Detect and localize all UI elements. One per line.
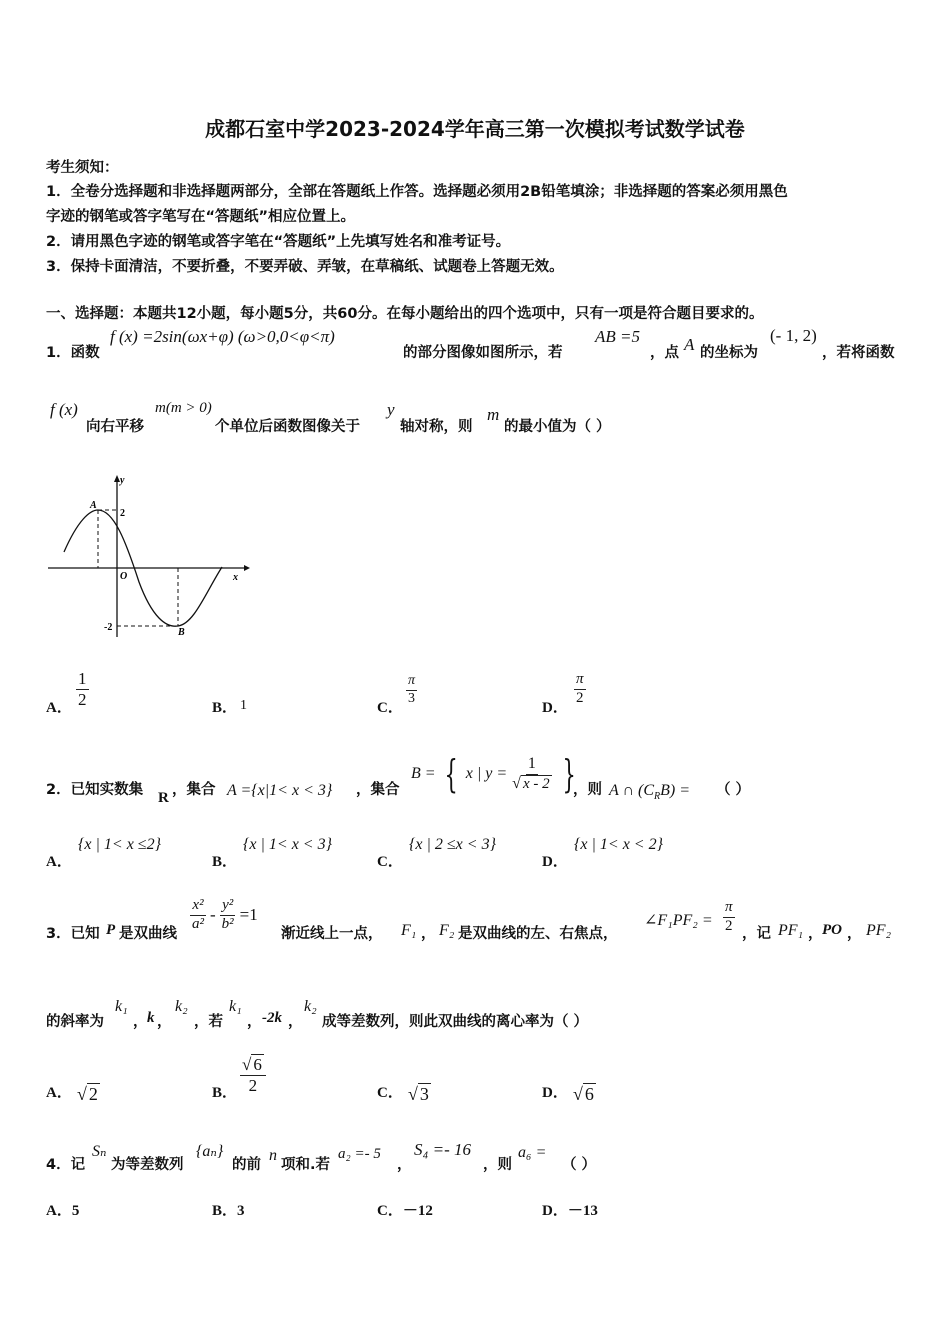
q4-text-5: ， <box>397 1157 412 1173</box>
q3-option-b-value: $\frac{√ 6}{2}$ <box>240 1056 266 1095</box>
label-neg2: -2 <box>104 622 113 633</box>
q4-s4: S₄ =- 16 <box>414 1140 472 1159</box>
page-title: 成都石室中学2023-2024学年高三第一次模拟考试数学试卷 <box>205 117 745 141</box>
q3-text-9: ，若 <box>194 1014 223 1030</box>
q4-text-2: 为等差数列 <box>111 1157 184 1173</box>
notice-item-2: 2．请用黑色字迹的钢笔或答字笔在“答题纸”上先填写姓名和准考证号。 <box>46 234 511 250</box>
q1-text-2: 的部分图像如图所示，若 <box>403 345 563 361</box>
q2-text-1: 2．已知实数集 <box>46 782 144 798</box>
q3-text-1: 3．已知 <box>46 926 100 942</box>
q3-text-11: ， <box>288 1014 303 1030</box>
q3-hyperbola-equation: $\frac{\text{x²}}{\text{a²}}$ - $\frac{\text{y²}}{\text{b²}}$ =1 <box>192 897 258 932</box>
q4-text-3: 的前 <box>232 1157 261 1173</box>
q4-text-4: 项和.若 <box>281 1157 331 1173</box>
q3-text-4: 是双曲线的左、右焦点， <box>458 926 618 942</box>
q2-option-b-label: B． <box>212 854 238 870</box>
q3-comma-1: ， <box>808 926 823 942</box>
q3-slope-k2: k₂ <box>175 998 188 1015</box>
q1-text-6: 向右平移 <box>86 419 144 435</box>
q3-option-a-value: √ 2 <box>77 1084 98 1104</box>
notice-item-1-cont: 字迹的钢笔或答字笔写在“答题纸”相应位置上。 <box>46 209 356 225</box>
q1-option-a-value: $\frac{1}{2}$ <box>78 669 87 709</box>
x-axis-arrow <box>244 565 250 571</box>
q2-option-a-label: A． <box>46 854 72 870</box>
q3-text-7: ， <box>133 1014 148 1030</box>
q4-a6: a₆ = <box>518 1144 547 1161</box>
q2-real-set: R <box>158 790 169 806</box>
q1-formula-m2: m <box>487 405 500 424</box>
q4-option-b: B．3 <box>212 1203 245 1219</box>
q3-line-pf1: PF₁ <box>778 922 804 939</box>
q3-separator: ， <box>421 926 436 942</box>
q4-a2: a₂ =- 5 <box>338 1146 381 1162</box>
q1-text-8: 轴对称，则 <box>400 419 473 435</box>
label-b: B <box>178 627 185 638</box>
notice-heading: 考生须知： <box>46 160 119 176</box>
q3-focus-f2: F₂ <box>439 922 455 939</box>
q3-comma-2: ， <box>847 926 862 942</box>
q3-angle-value: $\frac{\pi}{2}$ <box>725 899 733 934</box>
q3-line-po: PO <box>822 922 842 938</box>
q3-option-c-value: √ 3 <box>408 1084 429 1104</box>
q1-formula-ab: AB =5 <box>595 327 640 346</box>
q2-text-2: ，集合 <box>172 782 216 798</box>
q4-n: n <box>269 1147 277 1164</box>
q2-text-4: ，则 <box>573 782 602 798</box>
q4-option-a: A．5 <box>46 1203 80 1219</box>
q2-text-3: ，集合 <box>356 782 400 798</box>
q4-option-d: D．－13 <box>542 1203 598 1219</box>
q1-option-c-value: $\frac{\pi}{3}$ <box>408 673 416 706</box>
q3-angle: ∠F₁PF₂ = <box>644 912 713 929</box>
q3-option-d-label: D． <box>542 1085 568 1101</box>
q3-slope-k1: k₁ <box>115 998 128 1015</box>
q2-formula-b: B = { x | y = $\frac{1}{√ x - 2}$ } <box>411 752 576 796</box>
q3-text-3: 渐近线上一点， <box>281 926 383 942</box>
q3-option-a-label: A． <box>46 1085 72 1101</box>
q2-option-d-value: {x | 1< x < 2} <box>574 836 663 853</box>
q2-option-c-label: C． <box>377 854 403 870</box>
q2-text-5: （ ） <box>716 782 751 798</box>
label-2: 2 <box>120 508 125 519</box>
q1-formula-fx: f (x) <box>50 400 78 419</box>
q3-option-d-value: √ 6 <box>573 1084 594 1104</box>
q1-option-b-value: 1 <box>240 698 247 713</box>
q1-option-a-label: A． <box>46 700 72 716</box>
q3-text-8: ， <box>157 1014 172 1030</box>
q3-line-pf2: PF₂ <box>866 922 892 939</box>
label-y: y <box>120 475 125 486</box>
q4-text-1: 4．记 <box>46 1157 86 1173</box>
q3-text-10: ， <box>247 1014 262 1030</box>
q1-text-3: ，点 <box>650 345 679 361</box>
q2-option-c-value: {x | 2 ≤x < 3} <box>409 836 496 853</box>
q1-text-5: ，若将函数 <box>822 345 895 361</box>
q1-formula-f: f (x) =2sin(ωx+φ) (ω>0,0<φ<π) <box>110 327 335 346</box>
q4-option-c: C．－12 <box>377 1203 433 1219</box>
q4-text-7: （ ） <box>562 1157 597 1173</box>
q1-formula-coord: (- 1, 2) <box>770 326 817 345</box>
q3-neg-2k: -2k <box>262 1010 282 1026</box>
notice-item-1: 1．全卷分选择题和非选择题两部分，全部在答题纸上作答。选择题必须用2B铅笔填涂；非选择题的答案必须用黑色 <box>46 184 788 200</box>
q3-text-5: ，记 <box>742 926 771 942</box>
label-x: x <box>233 572 238 583</box>
q1-formula-a: A <box>684 335 695 354</box>
q3-focus-f1: F₁ <box>401 922 417 939</box>
q1-option-b-label: B． <box>212 700 238 716</box>
label-o: O <box>120 571 128 582</box>
q3-slope-k: k <box>147 1010 155 1026</box>
q2-option-d-label: D． <box>542 854 568 870</box>
q2-option-b-value: {x | 1< x < 3} <box>243 836 332 853</box>
q1-option-d-label: D． <box>542 700 568 716</box>
q3-point-p: P <box>106 922 116 938</box>
q2-formula-a: A ={x|1< x < 3} <box>227 782 333 799</box>
q3-text-2: 是双曲线 <box>119 926 177 942</box>
q3-option-c-label: C． <box>377 1085 403 1101</box>
q1-sine-graph <box>44 472 254 642</box>
q3-option-b-label: B． <box>212 1085 238 1101</box>
q1-option-c-label: C． <box>377 700 403 716</box>
label-a: A <box>90 500 97 511</box>
q1-option-d-value: $\frac{\pi}{2}$ <box>576 671 584 706</box>
q1-text-7: 个单位后函数图像关于 <box>215 419 360 435</box>
q2-option-a-value: {x | 1< x ≤2} <box>78 836 161 853</box>
section-heading: 一、选择题：本题共12小题，每小题5分，共60分。在每小题给出的四个选项中，只有一项是符合题目要求的。 <box>46 306 764 322</box>
q3-text-6: 的斜率为 <box>46 1014 104 1030</box>
q3-slope-k2-again: k₂ <box>304 998 317 1015</box>
q1-text-4: 的坐标为 <box>700 345 758 361</box>
q1-formula-m: m(m > 0) <box>155 400 212 416</box>
q1-text-9: 的最小值为（ ） <box>504 419 611 435</box>
q1-text-1: 1．函数 <box>46 345 100 361</box>
q2-formula-complement: A ∩ $(C_RB)$ = <box>609 782 691 803</box>
q4-sequence-an: {aₙ} <box>196 1143 224 1160</box>
notice-item-3: 3．保持卡面清洁，不要折叠，不要弄破、弄皱，在草稿纸、试题卷上答题无效。 <box>46 259 564 275</box>
q4-sum-sn: Sₙ <box>92 1143 107 1160</box>
q1-formula-y: y <box>387 400 395 419</box>
q4-text-6: ，则 <box>483 1157 512 1173</box>
q3-slope-k1-again: k₁ <box>229 998 242 1015</box>
q3-text-12: 成等差数列，则此双曲线的离心率为（ ） <box>322 1014 589 1030</box>
